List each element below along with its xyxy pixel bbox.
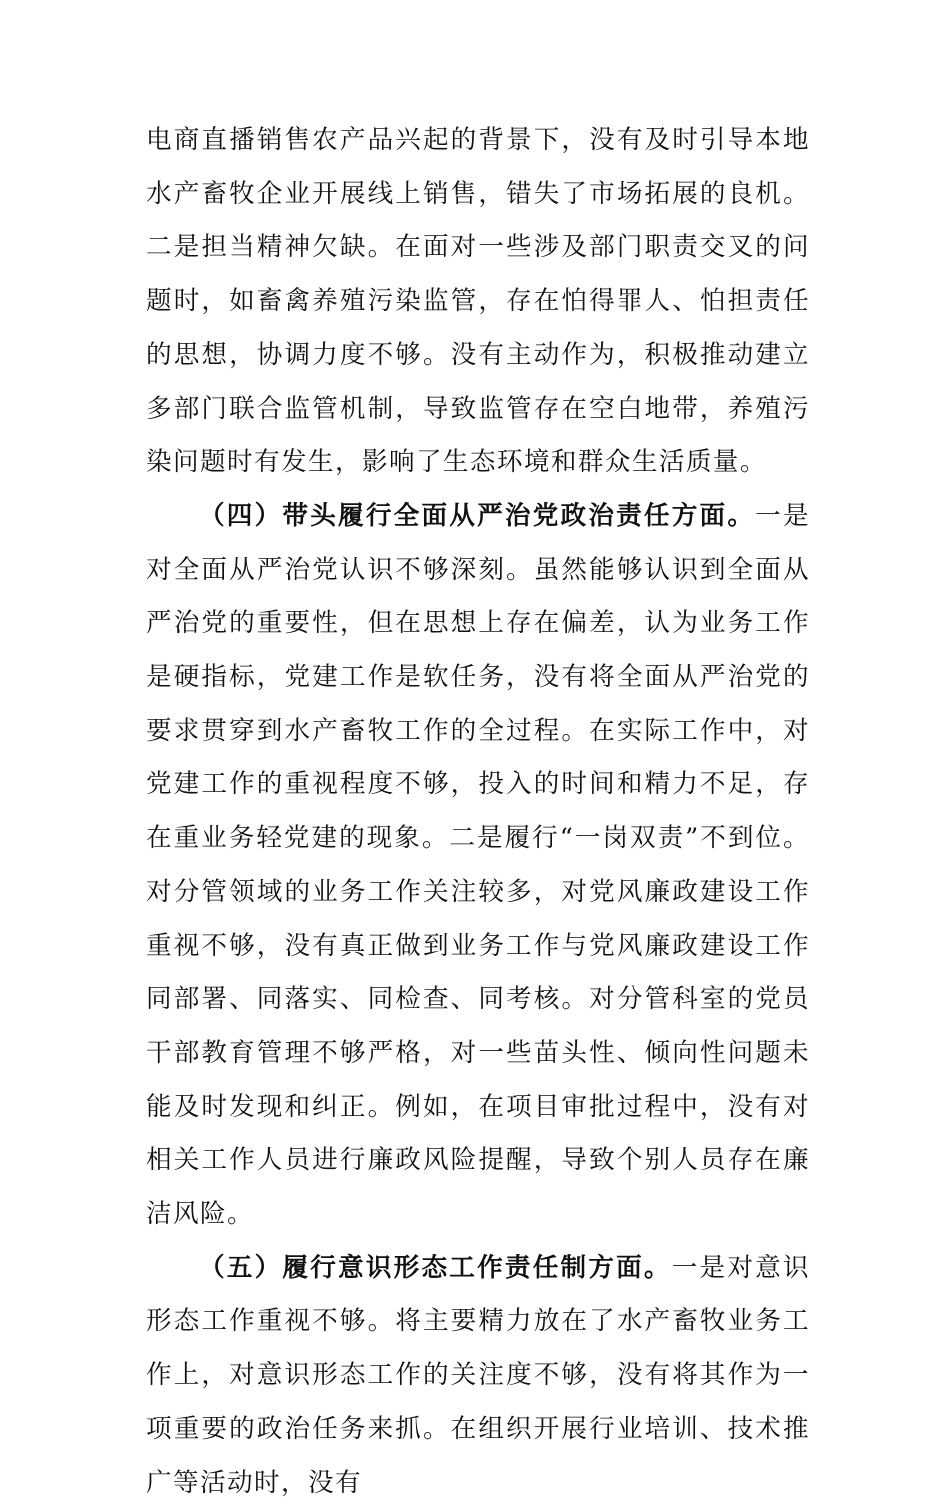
paragraph-continuation: [146, 114, 810, 490]
section-heading: （五）履行意识形态工作责任制方面。: [199, 1252, 672, 1283]
paragraph-section-5: [146, 1242, 810, 1510]
section-heading: （四）带头履行全面从严治党政治责任方面。: [199, 500, 756, 531]
paragraph-body: 电商直播销售农产品兴起的背景下，没有及时引导本地水产畜牧企业开展线上销售，错失了市场拓展的良机。二是担当精神欠缺。在面对一些涉及部门职责交叉的问题时，如畜禽养殖污染监管，存在怕得罪人、怕担责任的思想，协调力度不够。没有主动作为，积极推动建立多部门联合监管机制，导致监管存在空白地带，养殖污染问题时有发生，影响了生态环境和群众生活质量。: [146, 125, 810, 478]
document-body: [146, 114, 810, 1510]
paragraph-body: 一是对意识形态工作重视不够。将主要精力放在了水产畜牧业务工作上，对意识形态工作的关注度不够，没有将其作为一项重要的政治任务来抓。在组织开展行业培训、技术推广等活动时，没有: [146, 1252, 810, 1498]
paragraph-section-4: [146, 490, 810, 1242]
paragraph-body: 一是对全面从严治党认识不够深刻。虽然能够认识到全面从严治党的重要性，但在思想上存在偏差，认为业务工作是硬指标，党建工作是软任务，没有将全面从严治党的要求贯穿到水产畜牧工作的全过程。在实际工作中，对党建工作的重视程度不够，投入的时间和精力不足，存在重业务轻党建的现象。二是履行“一岗双责”不到位。对分管领域的业务工作关注较多，对党风廉政建设工作重视不够，没有真正做到业务工作与党风廉政建设工作同部署、同落实、同检查、同考核。对分管科室的党员干部教育管理不够严格，对一些苗头性、倾向性问题未能及时发现和纠正。例如，在项目审批过程中，没有对相关工作人员进行廉政风险提醒，导致个别人员存在廉洁风险。: [146, 500, 810, 1230]
